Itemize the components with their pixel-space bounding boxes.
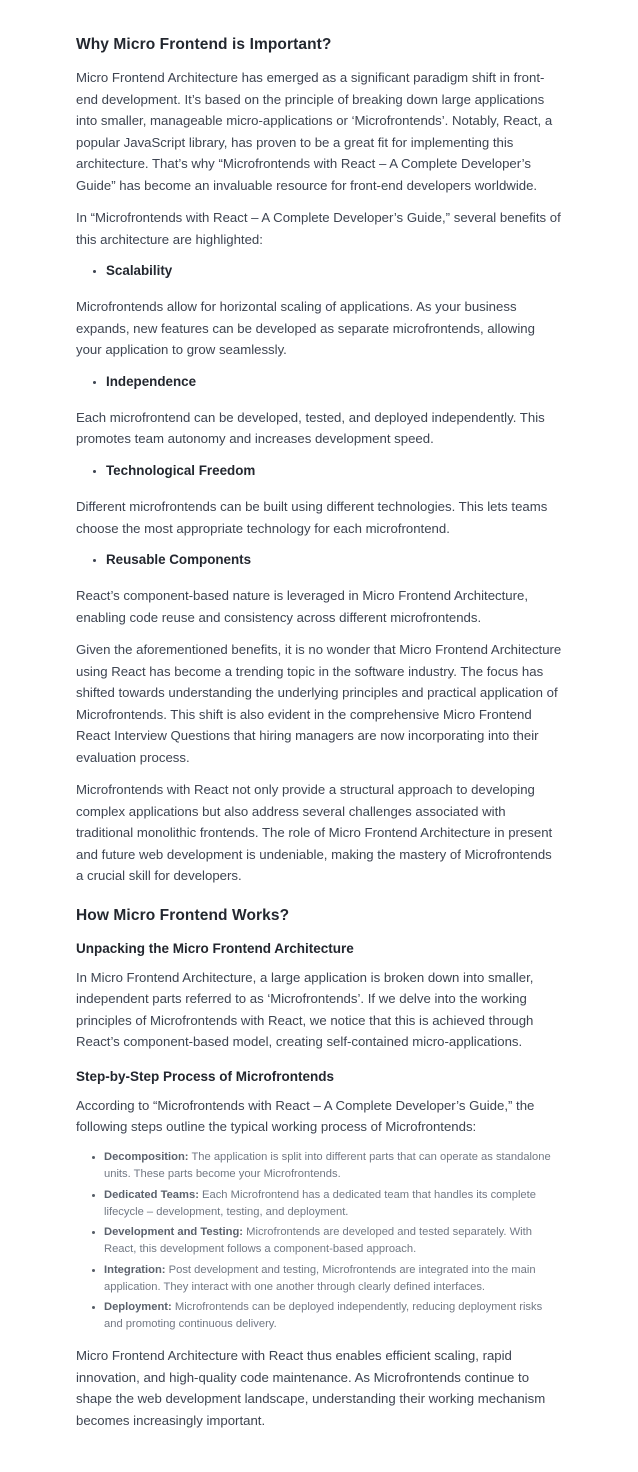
step-item-decomposition: [104, 1149, 562, 1183]
step-label-integration: Integration:: [104, 1263, 166, 1276]
step-item-integration: [104, 1262, 562, 1296]
benefit-list-scalability: [76, 261, 562, 281]
paragraph-how-conclusion: Micro Frontend Architecture with React thus enables efficient scaling, rapid innovation, and high-quality code maintenance. As Microfrontends continue to shape the web development landscape, understanding their working mechanism becomes increasingly important.: [76, 1348, 546, 1428]
benefit-title-reusable-components: • Reusable Components: [106, 550, 562, 570]
paragraph-steps-lead: According to “Microfrontends with React – A Complete Developer’s Guide,” the following steps outline the typical working process of Microfrontends:: [76, 1097, 535, 1135]
benefit-title-scalability: • Scalability: [106, 261, 562, 281]
paragraph-why-intro: Micro Frontend Architecture has emerged as a significant paradigm shift in front-end development. It’s based on the principle of breaking down large applications into smaller, manageable micro-applications or ‘Microfrontends’. Notably, React, a popular JavaScript library, has proven to be a great fit for implementing this architecture. That’s why “Microfrontends with React – A Complete Developer’s Guide” has become an invaluable resource for front-end developers worldwide.: [76, 70, 553, 193]
benefit-desc-independence: Each microfrontend can be developed, tested, and deployed independently. This promotes team autonomy and increases development speed.: [76, 409, 545, 447]
benefit-desc-scalability: Microfrontends allow for horizontal scaling of applications. As your business expands, new features can be developed as separate microfrontends, allowing your application to grow seamlessly.: [76, 299, 535, 358]
benefit-title-independence: • Independence: [106, 372, 562, 392]
step-text-development-testing: Microfrontends are developed and tested separately. With React, this development follows a component-based approach.: [104, 1226, 532, 1256]
paragraph-architecture-overview: In Micro Frontend Architecture, a large application is broken down into smaller, independent parts referred to as ‘Microfrontends’. If we delve into the working principles of Microfrontends with React, we notice that this is achieved through React’s component-based model, creating self-contained micro-applications.: [76, 969, 534, 1050]
benefit-list-technological-freedom: [76, 461, 562, 481]
sub-heading-unpacking-architecture: Unpacking the Micro Frontend Architecture: [76, 940, 354, 956]
step-text-dedicated-teams: Each Microfrontend has a dedicated team that handles its complete lifecycle – development, testing, and deployment.: [104, 1188, 536, 1218]
step-text-decomposition: The application is split into different parts that can operate as standalone units. These parts become your Microfrontends.: [104, 1150, 551, 1180]
benefit-title-technological-freedom: • Technological Freedom: [106, 461, 562, 481]
paragraph-benefits-lead: In “Microfrontends with React – A Complete Developer’s Guide,” several benefits of this architecture are highlighted:: [76, 210, 561, 247]
step-label-decomposition: Decomposition:: [104, 1150, 189, 1163]
step-text-integration: Post development and testing, Microfrontends are integrated into the main application. They interact with one another through clearly defined interfaces.: [104, 1263, 536, 1293]
sub-heading-step-by-step-process: Step-by-Step Process of Microfrontends: [76, 1068, 335, 1084]
steps-list: [76, 1149, 562, 1333]
step-item-deployment: [104, 1299, 562, 1333]
step-label-dedicated-teams: Dedicated Teams:: [104, 1188, 199, 1201]
benefit-desc-reusable-components: React’s component-based nature is leveraged in Micro Frontend Architecture, enabling code reuse and consistency across different microfrontends.: [76, 588, 529, 625]
benefit-list-independence: [76, 372, 562, 392]
step-label-deployment: Deployment:: [104, 1301, 172, 1314]
step-item-development-testing: [104, 1224, 562, 1258]
step-text-deployment: Microfrontends can be deployed independently, reducing deployment risks and promoting continuous delivery.: [104, 1301, 543, 1331]
paragraph-trending-topic: Given the aforementioned benefits, it is no wonder that Micro Frontend Architecture using React has become a trending topic in the software industry. The focus has shifted towards understanding the underlying principles and practical application of Microfrontends. This shift is also evident in the comprehensive Micro Frontend React Interview Questions that hiring managers are now incorporating into their evaluation process.: [76, 642, 562, 765]
benefit-desc-technological-freedom: Different microfrontends can be built using different technologies. This lets teams choose the most appropriate technology for each microfrontend.: [76, 499, 548, 536]
step-item-dedicated-teams: [104, 1187, 562, 1221]
paragraph-why-conclusion: Microfrontends with React not only provide a structural approach to developing complex applications but also address several challenges associated with traditional monolithic frontends. The role of Micro Frontend Architecture in present and future web development is undeniable, making the mastery of Microfrontends a crucial skill for developers.: [76, 782, 553, 884]
step-label-development-testing: Development and Testing:: [104, 1226, 244, 1239]
section-heading-why-important: Why Micro Frontend is Important?: [76, 36, 332, 53]
section-heading-how-works: How Micro Frontend Works?: [76, 906, 290, 924]
benefit-list-reusable-components: [76, 550, 562, 570]
